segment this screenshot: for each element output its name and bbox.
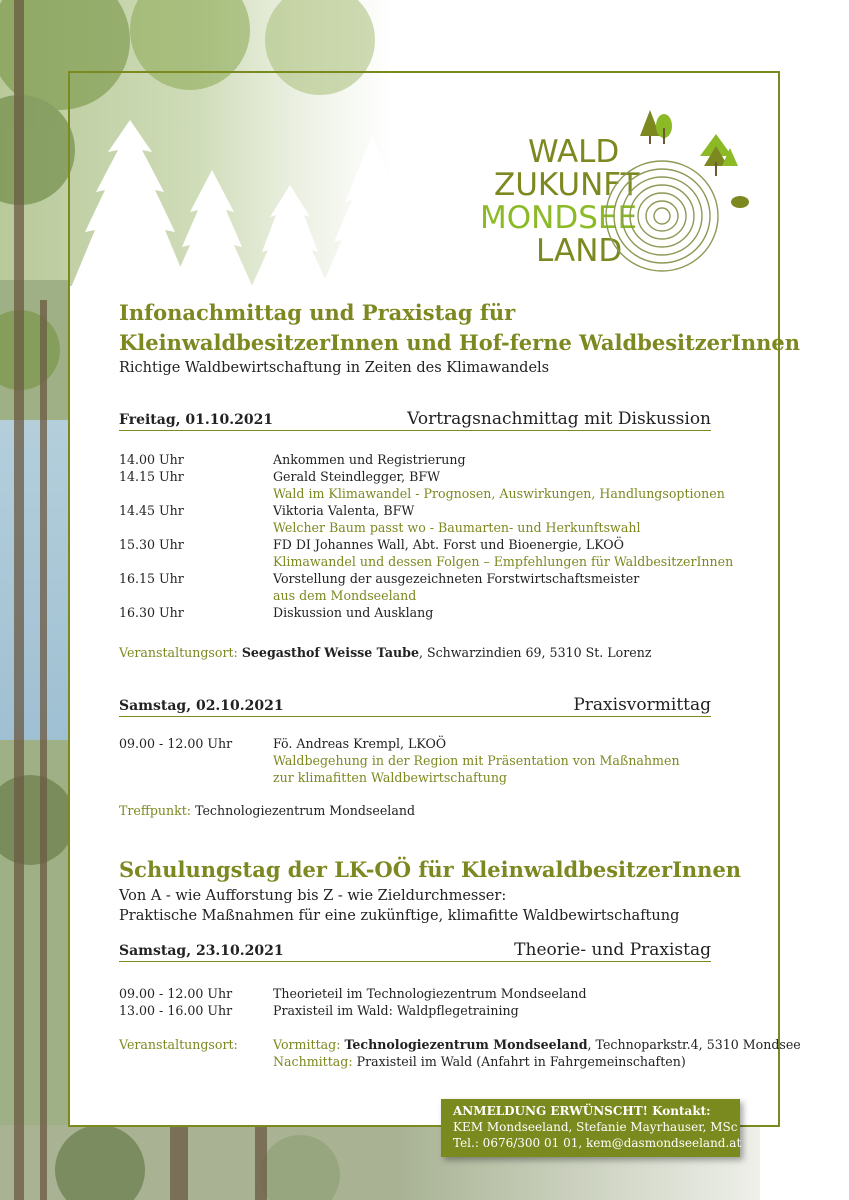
second-subtitle-2: Praktische Maßnahmen für eine zukünftige, klimafitte Waldbewirtschaftung <box>119 908 680 924</box>
day3-morning-venue <box>273 1037 801 1053</box>
main-subtitle: Richtige Waldbewirtschaftung in Zeiten des Klimawandels <box>119 360 550 376</box>
logo-line-4: LAND <box>536 233 623 269</box>
day3-venue-label: Veranstaltungsort: <box>119 1037 238 1052</box>
meet-label: Treffpunkt: <box>119 803 192 818</box>
day2-meeting-point <box>119 803 415 819</box>
schedule-item: FD DI Johannes Wall, Abt. Forst und Bioenergie, LKOÖ <box>273 537 624 552</box>
schedule-topic: Welcher Baum passt wo - Baumarten- und Herkunftswahl <box>273 520 641 535</box>
schedule-time: 13.00 - 16.00 Uhr <box>119 1003 233 1018</box>
venue-label: Veranstaltungsort: <box>119 645 238 660</box>
day1-header <box>119 406 711 431</box>
day1-title: Vortragsnachmittag mit Diskussion <box>407 409 711 429</box>
schedule-time: 14.00 Uhr <box>119 452 184 467</box>
schedule-topic: Wald im Klimawandel - Prognosen, Auswirkungen, Handlungsoptionen <box>273 486 725 501</box>
schedule-item: Fö. Andreas Krempl, LKOÖ <box>273 736 447 751</box>
schedule-item: Praxisteil im Wald: Waldpflegetraining <box>273 1003 519 1018</box>
schedule-item: Gerald Steindlegger, BFW <box>273 469 441 484</box>
schedule-item: Viktoria Valenta, BFW <box>273 503 415 518</box>
schedule-item: Diskussion und Ausklang <box>273 605 434 620</box>
venue-address: , Schwarzindien 69, 5310 St. Lorenz <box>418 645 652 660</box>
contact-box <box>441 1099 740 1157</box>
schedule-item: Theorieteil im Technologiezentrum Mondseeland <box>273 986 587 1001</box>
morning-label: Vormittag: <box>273 1037 341 1052</box>
day2-header <box>119 692 711 717</box>
contact-names: KEM Mondseeland, Stefanie Mayrhauser, MSc <box>453 1120 738 1134</box>
day3-afternoon-venue <box>273 1054 686 1070</box>
main-heading-line-2: KleinwaldbesitzerInnen und Hof-ferne WaldbesitzerInnen <box>119 330 801 355</box>
day3-title: Theorie- und Praxistag <box>514 940 711 960</box>
schedule-item: Ankommen und Registrierung <box>273 452 466 467</box>
logo-line-1: WALD <box>528 134 620 170</box>
logo-line-3: MONDSEE <box>480 200 638 236</box>
day1-date: Freitag, 01.10.2021 <box>119 412 274 428</box>
day2-date: Samstag, 02.10.2021 <box>119 698 284 714</box>
contact-title: ANMELDUNG ERWÜNSCHT! Kontakt: <box>453 1104 711 1118</box>
second-subtitle-1: Von A - wie Aufforstung bis Z - wie Zieldurchmesser: <box>119 888 507 904</box>
meet-place: Technologiezentrum Mondseeland <box>195 803 416 818</box>
main-heading-line-1: Infonachmittag und Praxistag für <box>119 300 516 325</box>
tree-ring-icon <box>604 106 758 280</box>
schedule-time: 14.45 Uhr <box>119 503 184 518</box>
schedule-topic: Klimawandel und dessen Folgen – Empfehlungen für WaldbesitzerInnen <box>273 554 734 569</box>
schedule-time: 15.30 Uhr <box>119 537 184 552</box>
day1-venue <box>119 645 651 661</box>
morning-place: Technologiezentrum Mondseeland <box>344 1037 588 1052</box>
venue-name: Seegasthof Weisse Taube <box>241 645 419 660</box>
contact-phone: Tel.: 0676/300 01 01, kem@dasmondseeland.at <box>453 1136 742 1150</box>
day3-header <box>119 937 711 962</box>
day2-title: Praxisvormittag <box>573 695 711 715</box>
schedule-time: 09.00 - 12.00 Uhr <box>119 736 233 751</box>
schedule-time: 16.15 Uhr <box>119 571 184 586</box>
afternoon-place: Praxisteil im Wald (Anfahrt in Fahrgemeinschaften) <box>356 1054 686 1069</box>
schedule-topic: aus dem Mondseeland <box>273 588 417 603</box>
schedule-topic: Waldbegehung in der Region mit Präsentation von Maßnahmen <box>273 753 680 768</box>
wald-zukunft-logo <box>478 100 758 280</box>
afternoon-label: Nachmittag: <box>273 1054 353 1069</box>
schedule-time: 14.15 Uhr <box>119 469 184 484</box>
morning-address: , Technoparkstr.4, 5310 Mondsee <box>587 1037 801 1052</box>
schedule-time: 16.30 Uhr <box>119 605 184 620</box>
second-heading: Schulungstag der LK-OÖ für KleinwaldbesitzerInnen <box>119 857 742 882</box>
schedule-item: Vorstellung der ausgezeichneten Forstwirtschaftsmeister <box>273 571 640 586</box>
logo-line-2: ZUKUNFT <box>494 167 640 203</box>
day3-date: Samstag, 23.10.2021 <box>119 943 284 959</box>
schedule-time: 09.00 - 12.00 Uhr <box>119 986 233 1001</box>
schedule-topic: zur klimafitten Waldbewirtschaftung <box>273 770 507 785</box>
